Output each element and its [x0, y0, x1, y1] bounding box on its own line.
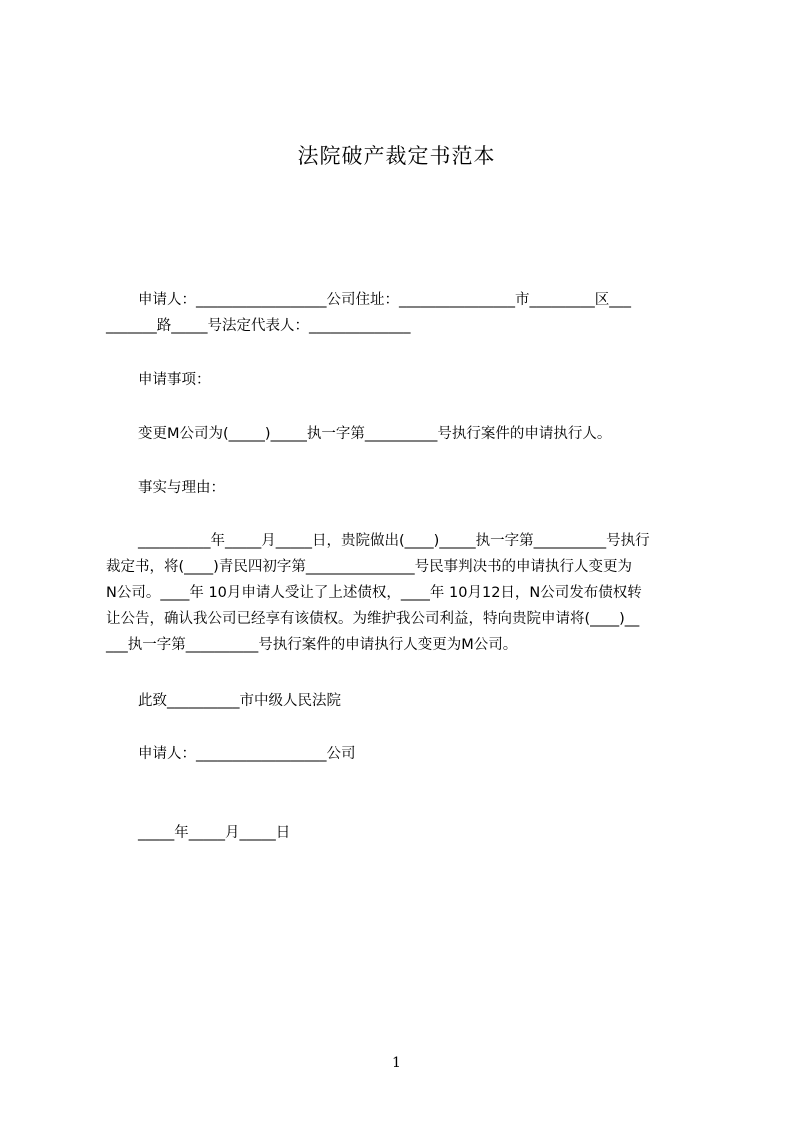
applicant-line-2: _______路_____号法定代表人：______________ [106, 318, 411, 334]
facts-line-1: __________年_____月_____日，贵院做出(____)_____执一字第__________号执行 [138, 533, 650, 549]
signature [106, 741, 716, 767]
addressee-text: 此致__________市中级人民法院 [138, 693, 341, 709]
page-number: 1 [392, 1055, 401, 1071]
facts-line-2: 裁定书，将(____)青民四初字第_______________号民事判决书的申请执行人变更为 [106, 559, 633, 575]
matter-text-line: 变更M公司为(_____)_____执一字第__________号执行案件的申请执行人。 [138, 426, 612, 442]
document-title: 法院破产裁定书范本 [297, 144, 496, 168]
addressee [106, 688, 716, 714]
matter-text [106, 421, 716, 447]
date-line-text: _____年_____月_____日 [138, 825, 291, 841]
applicant-line-1: 申请人：__________________公司住址：________________市_________区___ [138, 292, 631, 308]
date-line [106, 820, 716, 846]
facts-paragraph [106, 528, 716, 658]
facts-line-4: 让公告，确认我公司已经享有该债权。为维护我公司利益，特向贵院申请将(____)__ [106, 611, 640, 627]
matter-heading-text: 申请事项： [138, 372, 211, 388]
facts-heading-text: 事实与理由： [138, 480, 225, 496]
applicant-block [106, 287, 716, 339]
matter-heading [106, 367, 716, 393]
facts-line-5: ___执一字第__________号执行案件的申请执行人变更为M公司。 [106, 637, 518, 653]
facts-heading [106, 475, 716, 501]
signature-text: 申请人：__________________公司 [138, 746, 356, 762]
facts-line-3: N公司。____年 10月申请人受让了上述债权，____年 10月12日，N公司发布债权转 [106, 585, 642, 601]
